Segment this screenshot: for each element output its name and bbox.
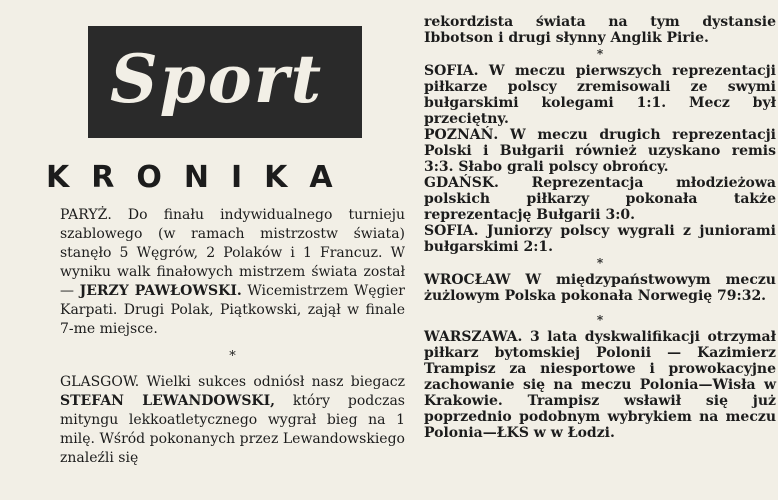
- article-poznan: [424, 127, 776, 175]
- section-title: KRONIKA: [46, 160, 355, 195]
- article-city: SOFIA.: [424, 223, 479, 239]
- article-city: POZNAŃ.: [424, 127, 499, 143]
- article-city: WARSZAWA.: [424, 329, 523, 345]
- article-text: który podczas mityngu lekkoatletycznego wygrał bieg na 1 milę. Wśród pokonanych przez Lewandowskiego znaleźli się: [60, 393, 405, 466]
- article-continuation: rekordzista świata na tym dystansie Ibbotson i drugi słynny Anglik Pirie.: [424, 14, 776, 46]
- article-sofia-2: [424, 223, 776, 255]
- left-articles: [60, 206, 405, 468]
- right-column: [424, 14, 776, 441]
- article-city: SOFIA.: [424, 63, 479, 79]
- separator-star: *: [596, 313, 604, 327]
- article-text: W meczu pierwszych reprezentacji piłkarze polscy zremisowali ze swymi bułgarskimi kolegami 1:1. Mecz był przeciętny.: [424, 63, 777, 127]
- article-text: W meczu drugich reprezentacji Polski i Bułgarii również uzyskano remis 3:3. Słabo grali polscy obrońcy.: [424, 127, 776, 175]
- article-text: Juniorzy polscy wygrali z juniorami bułgarskimi 2:1.: [424, 223, 776, 255]
- article-city: GDAŃSK.: [424, 175, 499, 191]
- article-warszawa: [424, 329, 776, 441]
- separator-star: *: [596, 256, 604, 270]
- article-city: GLASGOW.: [60, 374, 140, 390]
- article-text: W międzypaństwowym meczu żużlowym Polska pokonała Norwegię 79:32.: [424, 272, 776, 304]
- article-text: 3 lata dyskwalifikacji otrzymał piłkarz bytomskiej Polonii — Kazimierz Trampisz za niesportowe i prowokacyjne zachowanie się na meczu Polonia—Wisła w Krakowie. Trampisz wsławił się już poprzednio podobnym wybrykiem na meczu Polonia—ŁKS w w Łodzi.: [424, 329, 777, 441]
- sport-logo: Sport: [110, 40, 324, 118]
- article-gdansk: [424, 175, 776, 223]
- article-city: WROCŁAW: [424, 272, 511, 288]
- separator-star: *: [596, 47, 604, 61]
- article-text: Do finału indywidualnego turnieju szablowego (w ramach mistrzostw świata) stanęło 5 Węgrów, 2 Polaków i 1 Francuz. W wyniku walk finałowych mistrzem świata został —: [60, 207, 406, 299]
- article-name: STEFAN LEWANDOWSKI,: [60, 393, 276, 409]
- article-city: PARYŻ.: [60, 207, 112, 223]
- sport-logo-box: [88, 26, 362, 138]
- article-text: Wicemistrzem Węgier Karpati. Drugi Polak, Piątkowski, zajął w finale 7-me miejsce.: [60, 283, 405, 337]
- article-wroclaw: [424, 272, 776, 304]
- separator-star: *: [229, 349, 236, 364]
- article-sofia-1: [424, 63, 776, 127]
- article-name: JERZY PAWŁOWSKI.: [79, 283, 242, 299]
- article-text: Reprezentacja młodzieżowa polskich piłkarzy pokonała także reprezentację Bułgarii 3:0.: [424, 175, 776, 223]
- article-paryz: [60, 206, 405, 339]
- article-glasgow: [60, 373, 405, 468]
- article-text: Wielki sukces odniósł nasz biegacz: [146, 374, 406, 390]
